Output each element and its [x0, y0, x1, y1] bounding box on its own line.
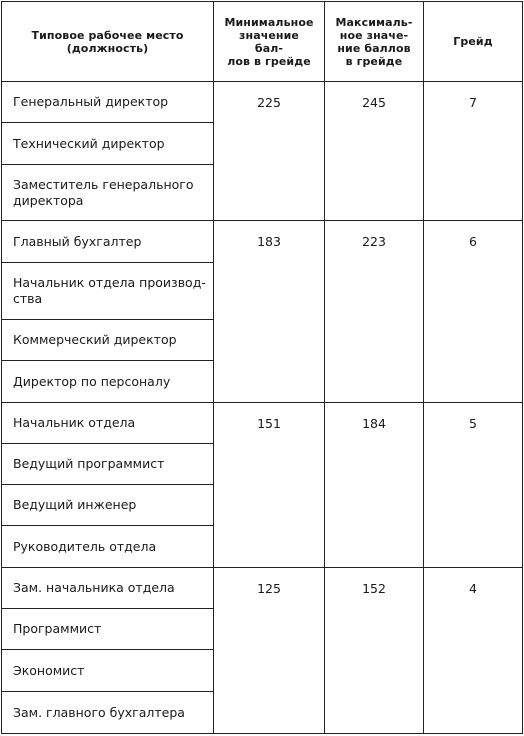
header-min-line: значение бал- [239, 28, 299, 55]
grade-cell: 4 [424, 568, 523, 734]
max-score-cell: 152 [325, 568, 424, 734]
min-score-cell: 151 [214, 403, 325, 568]
header-min-line: Минимальное [224, 15, 314, 29]
position-cell: Программист [2, 609, 214, 650]
position-cell: Технический директор [2, 123, 214, 165]
position-cell: Заместитель генерального директора [2, 165, 214, 221]
header-max-line: в грейде [345, 54, 403, 68]
position-cell: Зам. главного бухгалтера [2, 692, 214, 734]
table-row [2, 221, 523, 263]
position-cell: Начальник отдела производ-ства [2, 263, 214, 320]
header-max-score [325, 2, 424, 82]
position-cell: Руководитель отдела [2, 526, 214, 568]
max-score-cell: 245 [325, 82, 424, 221]
max-score-cell: 184 [325, 403, 424, 568]
grade-cell: 6 [424, 221, 523, 403]
header-max-line: Максималь- [335, 15, 413, 29]
header-min-line: лов в грейде [227, 54, 311, 68]
position-cell: Экономист [2, 650, 214, 692]
header-position [2, 2, 214, 82]
header-max-line: ное значе- [339, 28, 409, 42]
position-cell: Коммерческий директор [2, 320, 214, 361]
table-row [2, 568, 523, 609]
position-cell: Генеральный директор [2, 82, 214, 123]
position-cell: Зам. начальника отдела [2, 568, 214, 609]
position-cell: Главный бухгалтер [2, 221, 214, 263]
position-cell: Ведущий программист [2, 444, 214, 485]
grade-table [1, 1, 523, 734]
table-row [2, 403, 523, 444]
min-score-cell: 125 [214, 568, 325, 734]
position-cell: Ведущий инженер [2, 485, 214, 526]
header-row [2, 2, 523, 82]
grade-cell: 5 [424, 403, 523, 568]
position-cell: Начальник отдела [2, 403, 214, 444]
header-grade-label: Грейд [453, 35, 493, 48]
grade-cell: 7 [424, 82, 523, 221]
table-row [2, 82, 523, 123]
header-position-line: Типовое рабочее место [31, 28, 184, 42]
header-max-line: ние баллов [337, 41, 411, 55]
header-min-score [214, 2, 325, 82]
header-grade [424, 2, 523, 82]
min-score-cell: 183 [214, 221, 325, 403]
min-score-cell: 225 [214, 82, 325, 221]
header-position-line: (должность) [66, 41, 149, 55]
position-cell: Директор по персоналу [2, 361, 214, 403]
max-score-cell: 223 [325, 221, 424, 403]
